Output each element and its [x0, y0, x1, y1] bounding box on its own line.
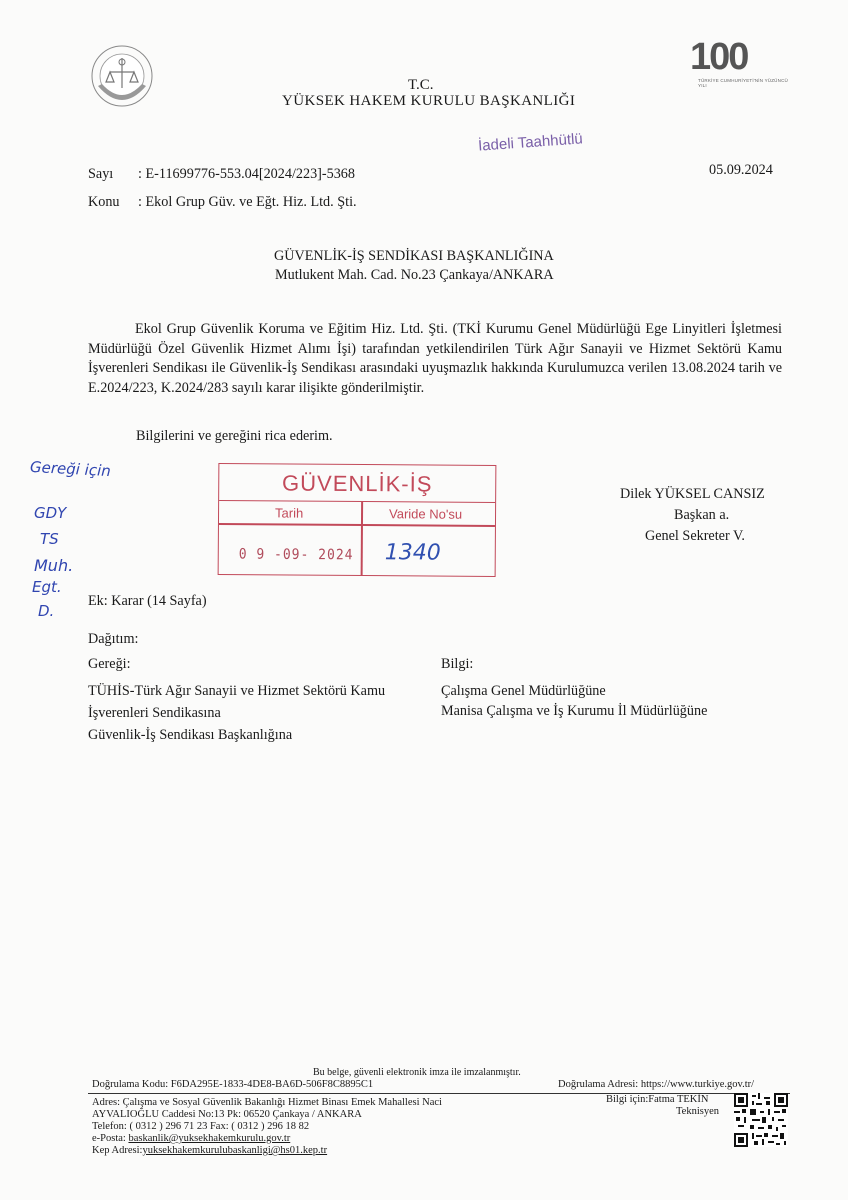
footer-address-1: Adres: Çalışma ve Sosyal Güvenlik Bakanlığı Hizmet Binası Emek Mahallesi Naci: [92, 1097, 442, 1108]
bilgi-label: Bilgi:: [441, 656, 474, 672]
email-link[interactable]: baskanlik@yuksekhakemkurulu.gov.tr: [128, 1133, 291, 1144]
footer-phone: Telefon: ( 0312 ) 296 71 23 Fax: ( 0312 ) 296 18 82: [92, 1121, 310, 1132]
handwritten-note-1: Gereği için: [29, 457, 112, 481]
verification-address: Doğrulama Adresi: https://www.turkiye.gov.tr/: [558, 1079, 755, 1090]
logo-subtext: TÜRKİYE CUMHURİYETİ'NİN YÜZÜNCÜ YILI: [698, 78, 788, 88]
kep-link[interactable]: yuksekhakemkurulubaskanligi@hs01.kep.tr: [142, 1145, 328, 1156]
verification-code: Doğrulama Kodu: F6DA295E-1833-4DE8-BA6D-506F8C8895C1: [92, 1079, 374, 1090]
signatory-title-2: Genel Sekreter V.: [645, 528, 745, 544]
attachment: Ek: Karar (14 Sayfa): [88, 593, 207, 609]
handwritten-note-6: D.: [38, 602, 55, 620]
signatory-name: Dilek YÜKSEL CANSIZ: [620, 486, 765, 502]
footer-kep: [92, 1145, 327, 1157]
header-tc: T.C.: [408, 77, 434, 93]
stamp-number-value: 1340: [384, 540, 441, 566]
geregi-item: Güvenlik-İş Sendikası Başkanlığına: [88, 727, 293, 743]
stamp-title: GÜVENLİK-İŞ: [281, 470, 433, 497]
distribution-label: Dağıtım:: [88, 631, 139, 647]
geregi-item: İşverenleri Sendikasına: [88, 705, 221, 721]
qr-code: [734, 1093, 788, 1147]
footer-email: [92, 1133, 290, 1145]
recipient-address: Mutlukent Mah. Cad. No.23 Çankaya/ANKARA: [275, 267, 554, 283]
bilgi-item: Çalışma Genel Müdürlüğüne: [441, 683, 606, 699]
geregi-item: TÜHİS-Türk Ağır Sanayii ve Hizmet Sektörü Kamu: [88, 683, 386, 699]
bilgi-item: Manisa Çalışma ve İş Kurumu İl Müdürlüğüne: [441, 703, 708, 719]
email-label: e-Posta:: [92, 1133, 129, 1144]
konu-value: : Ekol Grup Güv. ve Eğt. Hiz. Ltd. Şti.: [138, 194, 357, 210]
document-date: 05.09.2024: [709, 162, 773, 178]
info-contact: Bilgi için:Fatma TEKİN: [606, 1094, 709, 1105]
footer-address-2: AYVALIOĞLU Caddesi No:13 Pk: 06520 Çankaya / ANKARA: [92, 1109, 362, 1120]
sayi-value: : E-11699776-553.04[2024/223]-5368: [138, 166, 355, 182]
footer-notice: Bu belge, güvenli elektronik imza ile imzalanmıştır.: [313, 1067, 521, 1078]
stamp-number-label: Varide No'su: [388, 506, 463, 522]
recipient-name: GÜVENLİK-İŞ SENDİKASI BAŞKANLIĞINA: [274, 248, 554, 264]
received-stamp: [218, 463, 497, 577]
handwritten-note-5: Egt.: [32, 578, 62, 596]
handwritten-note-2: GDY: [34, 504, 67, 522]
iadeli-taahhutlu-stamp: İadeli Taahhütlü: [477, 130, 584, 155]
info-title: Teknisyen: [676, 1106, 720, 1117]
header-institution: YÜKSEK HAKEM KURULU BAŞKANLIĞI: [282, 93, 576, 109]
institution-seal: [90, 42, 154, 112]
sayi-label: Sayı: [88, 166, 114, 182]
body-closing: Bilgilerini ve gereğini rica ederim.: [136, 428, 333, 444]
centennial-logo: [690, 36, 790, 86]
stamp-date-value: 0 9 -09- 2024: [238, 546, 354, 564]
handwritten-note-4: Muh.: [34, 556, 74, 575]
body-paragraph: Ekol Grup Güvenlik Koruma ve Eğitim Hiz. Ltd. Şti. (TKİ Kurumu Genel Müdürlüğü Ege Linyitleri İşletmesi Müdürlüğü Özel Güvenlik Hizmet Alımı İşi) tarafından yetkilendirilen Türk Ağır Sanayii ve Hizmet Sektörü Kamu İşverenleri Sendikası ile Güvenlik-İş Sendikası arasındaki uyuşmazlık hakkında Kurulumuzca verilen 13.08.2024 tarih ve E.2024/223, K.2024/283 sayılı karar ilişikte gönderilmiştir.: [88, 321, 782, 396]
konu-label: Konu: [88, 194, 120, 210]
handwritten-note-3: TS: [40, 530, 59, 548]
kep-label: Kep Adresi:: [92, 1145, 143, 1156]
signatory-title-1: Başkan a.: [674, 507, 730, 523]
stamp-date-label: Tarih: [274, 505, 304, 521]
geregi-label: Gereği:: [88, 656, 131, 672]
logo-100-text: 100: [690, 36, 748, 78]
